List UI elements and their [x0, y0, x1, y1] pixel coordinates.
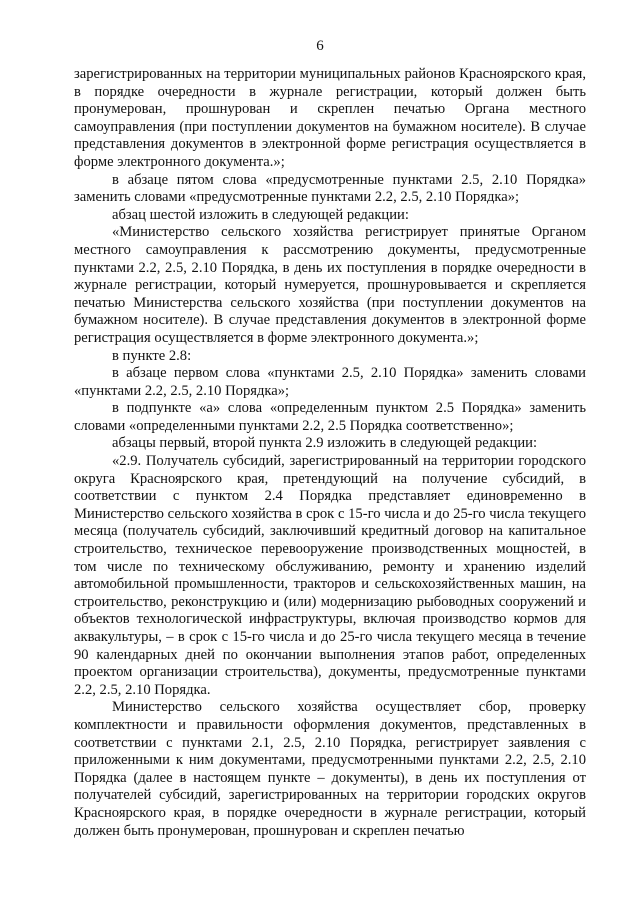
paragraph: зарегистрированных на территории муниципальных районов Красноярского края, в порядке очередности в журнале регистрации, который должен быть пронумерован, прошнурован и скреплен печатью Органа местного самоуправления (при поступлении документов на бумажном носителе). В случае представления документов в электронной форме регистрация осуществляется в форме электронного документа.»; — [74, 66, 586, 170]
paragraph: в пункте 2.8: — [112, 347, 192, 364]
paragraph: «2.9. Получатель субсидий, зарегистрированный на территории городского округа Красноярского края, претендующий на получение субсидий, в соответствии с пунктом 2.4 Порядка представляет единовременно в Министерство сельского хозяйства в срок с 15-го числа и до 25-го числа текущего месяца (получатель субсидий, заключивший кредитный договор на капитальное строительство, техническое перевооружение производственных мощностей, в том числе по техническому обслуживанию, ремонту и хранению изделий автомобильной промышленности, тракторов и сельскохозяйственных машин, на строительство, реконструкцию и (или) модернизацию рыбоводных сооружений и объектов технологической инфраструктуры, включая производство кормов для аквакультуры, – в срок с 15-го числа и до 25-го числа текущего месяца в течение 90 календарных дней по окончании выполнения этапов работ, определенных проектом организации строительства), документы, предусмотренные пунктами 2.2, 2.5, 2.10 Порядка. — [74, 453, 586, 698]
page-number: 6 — [316, 38, 324, 54]
document-body — [74, 66, 586, 840]
paragraph: в подпункте «а» слова «определенным пунктом 2.5 Порядка» заменить словами «определенными пунктами 2.2, 2.5 Порядка соответственно»; — [74, 400, 586, 434]
paragraph: абзацы первый, второй пункта 2.9 изложить в следующей редакции: — [112, 435, 538, 452]
paragraph: в абзаце первом слова «пунктами 2.5, 2.10 Порядка» заменить словами «пунктами 2.2, 2.5, 2.10 Порядка»; — [74, 365, 586, 399]
paragraph: Министерство сельского хозяйства осуществляет сбор, проверку комплектности и правильности оформления документов, представленных в соответствии с пунктами 2.1, 2.5, 2.10 Порядка, регистрирует заявления с приложенными к ним документами, предусмотренными пунктами 2.2, 2.5, 2.10 Порядка (далее в настоящем пункте – документы), в день их поступления от получателей субсидий, зарегистрированных на территории городских округов Красноярского края, в порядке очередности в журнале регистрации, который должен быть пронумерован, прошнурован и скреплен печатью — [74, 699, 586, 839]
paragraph: абзац шестой изложить в следующей редакции: — [112, 206, 409, 223]
paragraph: в абзаце пятом слова «предусмотренные пунктами 2.5, 2.10 Порядка» заменить словами «предусмотренные пунктами 2.2, 2.5, 2.10 Порядка»; — [74, 171, 586, 206]
paragraph: «Министерство сельского хозяйства регистрирует принятые Органом местного самоуправления к рассмотрению документы, предусмотренные пунктами 2.2, 2.5, 2.10 Порядка, в день их поступления в порядке очередности в журнале регистрации, который нумеруется, прошнуровывается и скрепляется печатью Министерства сельского хозяйства (при поступлении документов на бумажном носителе). В случае представления документов в электронной форме регистрация осуществляется в форме электронного документа.»; — [74, 224, 586, 346]
